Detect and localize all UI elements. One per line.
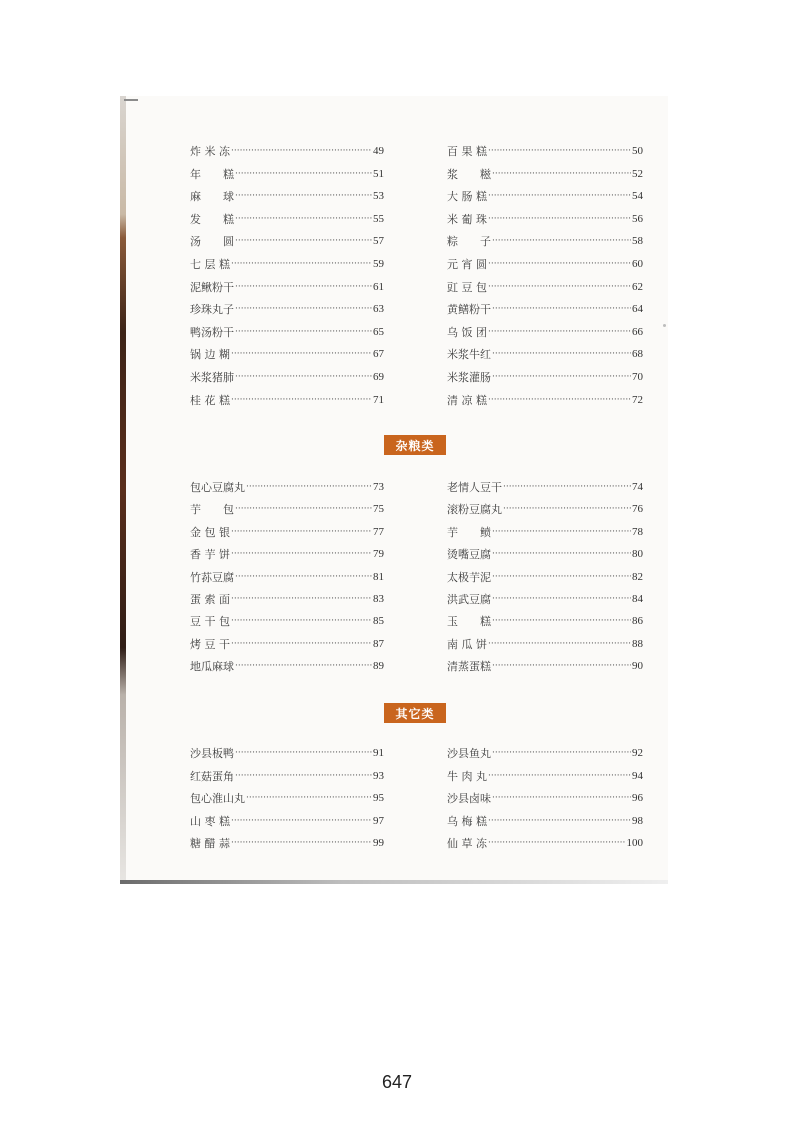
toc-entry-title: 豇 豆 包: [447, 280, 487, 294]
toc-entry-page: 93: [373, 769, 384, 782]
toc-entry-page: 79: [373, 548, 384, 561]
scan-speck: [663, 324, 666, 327]
toc-entry-page: 56: [632, 212, 643, 225]
leader-dots: [492, 748, 631, 758]
toc-entry: [190, 633, 384, 655]
toc-entry-title: 沙县卤味: [447, 792, 491, 806]
toc-entry: [190, 765, 384, 787]
toc-entry: [190, 163, 384, 185]
leader-dots: [492, 236, 631, 246]
toc-entry-page: 63: [373, 303, 384, 316]
toc-entry-title: 黄鳝粉干: [447, 303, 491, 317]
toc-entry: [190, 208, 384, 230]
toc-entry: [190, 787, 384, 809]
toc-entry-page: 77: [373, 525, 384, 538]
leader-dots: [488, 146, 631, 156]
toc-entry-title: 麻 球: [190, 190, 234, 204]
toc-entry-page: 69: [373, 371, 384, 383]
toc-entry-page: 94: [632, 769, 643, 782]
toc-entry-page: 68: [632, 348, 643, 361]
toc-entry: [190, 185, 384, 207]
toc-entry-title: 蛋 索 面: [190, 593, 230, 606]
toc-entry: [190, 276, 384, 298]
toc-entry: [190, 498, 384, 520]
toc-entry-page: 80: [632, 548, 643, 561]
toc-entry-page: 87: [373, 637, 384, 650]
toc-entry-page: 50: [632, 145, 643, 157]
toc-entry-page: 74: [632, 481, 643, 493]
toc-entry-page: 83: [373, 593, 384, 605]
toc-entry-title: 山 枣 糕: [190, 814, 230, 828]
toc-entry: [190, 588, 384, 610]
toc-entry-page: 73: [373, 481, 384, 493]
toc-entry: [190, 366, 384, 388]
leader-dots: [235, 327, 372, 337]
toc-entry-title: 仙 草 冻: [447, 837, 487, 851]
toc-entry-title: 豆 干 包: [190, 615, 230, 629]
toc-entry-title: 玉 糕: [447, 615, 491, 629]
toc-entry: [447, 389, 643, 411]
toc-entry: [447, 787, 643, 809]
toc-entry-page: 81: [373, 570, 384, 583]
leader-dots: [246, 793, 372, 803]
toc-entry-title: 米浆牛红: [447, 348, 491, 362]
toc-entry-title: 芋 包: [190, 503, 234, 517]
toc-entry: [447, 163, 643, 185]
toc-entry-page: 75: [373, 503, 384, 516]
toc-entry: [190, 655, 384, 677]
toc-entry-title: 滚粉豆腐丸: [447, 503, 502, 517]
toc-entry: [447, 298, 643, 320]
toc-entry: [447, 765, 643, 787]
leader-dots: [488, 816, 631, 826]
leader-dots: [231, 146, 372, 156]
toc-entry-title: 包心淮山丸: [190, 792, 245, 806]
toc-entry: [447, 655, 643, 677]
toc-entry-title: 牛 肉 丸: [447, 769, 487, 783]
toc-entry-page: 60: [632, 258, 643, 270]
toc-entry-page: 54: [632, 190, 643, 203]
leader-dots: [488, 838, 626, 848]
leader-dots: [488, 771, 631, 781]
leader-dots: [492, 169, 631, 179]
toc-entry-page: 84: [632, 593, 643, 605]
toc-entry-page: 95: [373, 792, 384, 805]
leader-dots: [492, 304, 631, 314]
toc-entry-page: 99: [373, 837, 384, 850]
toc-entry-page: 90: [632, 660, 643, 673]
scan-mark: [124, 99, 138, 101]
toc-entry: [190, 298, 384, 320]
toc-entry-page: 53: [373, 190, 384, 203]
toc-entry-page: 82: [632, 570, 643, 583]
toc-entry: [447, 276, 643, 298]
leader-dots: [235, 771, 372, 781]
leader-dots: [235, 214, 372, 224]
toc-entry-page: 100: [626, 837, 643, 850]
leader-dots: [231, 395, 372, 405]
toc-entry-page: 49: [373, 145, 384, 157]
toc-entry: [447, 633, 643, 655]
toc-entry: [447, 566, 643, 588]
toc-entry-title: 元 宵 圆: [447, 258, 487, 271]
toc-entry: [190, 742, 384, 764]
leader-dots: [492, 527, 631, 537]
toc-entry-page: 78: [632, 525, 643, 538]
toc-entry: [447, 208, 643, 230]
toc-entry-page: 89: [373, 660, 384, 673]
toc-entry-page: 52: [632, 167, 643, 180]
toc-entry-page: 59: [373, 258, 384, 270]
toc-entry: [190, 566, 384, 588]
toc-entry-title: 发 糕: [190, 212, 234, 226]
toc-entry-title: 金 包 银: [190, 525, 230, 539]
toc-entry-title: 鸭汤粉干: [190, 325, 234, 339]
toc-entry-page: 76: [632, 503, 643, 516]
leader-dots: [492, 661, 631, 671]
toc-entry-page: 85: [373, 615, 384, 628]
toc-entry: [190, 343, 384, 365]
toc-entry: [447, 253, 643, 275]
toc-entry-page: 98: [632, 814, 643, 827]
toc-entry: [190, 521, 384, 543]
leader-dots: [488, 259, 631, 269]
toc-entry-title: 老情人豆干: [447, 481, 502, 494]
toc-entry-page: 96: [632, 792, 643, 805]
leader-dots: [231, 616, 372, 626]
toc-entry-page: 71: [373, 393, 384, 406]
toc-entry: [190, 140, 384, 162]
toc-entry-title: 烤 豆 干: [190, 637, 230, 651]
toc-entry-title: 乌 梅 糕: [447, 814, 487, 828]
toc-entry-page: 66: [632, 325, 643, 338]
toc-entry-title: 年 糕: [190, 167, 234, 181]
toc-entry: [447, 343, 643, 365]
toc-entry-title: 沙县板鸭: [190, 747, 234, 760]
leader-dots: [231, 594, 372, 604]
toc-entry-title: 烫嘴豆腐: [447, 548, 491, 562]
leader-dots: [231, 527, 372, 537]
leader-dots: [488, 639, 631, 649]
leader-dots: [492, 549, 631, 559]
toc-entry: [447, 185, 643, 207]
leader-dots: [231, 639, 372, 649]
toc-entry-title: 米浆猪肺: [190, 371, 234, 384]
toc-entry-title: 红菇蛋角: [190, 769, 234, 783]
leader-dots: [231, 838, 372, 848]
toc-entry-page: 97: [373, 814, 384, 827]
toc-entry-title: 竹荪豆腐: [190, 570, 234, 584]
leader-dots: [488, 214, 631, 224]
toc-entry: [190, 389, 384, 411]
toc-entry-title: 粽 子: [447, 235, 491, 249]
page-bottom-edge: [120, 880, 668, 884]
toc-entry-page: 88: [632, 637, 643, 650]
toc-entry-page: 65: [373, 325, 384, 338]
leader-dots: [488, 395, 631, 405]
toc-entry-title: 地瓜麻球: [190, 660, 234, 674]
leader-dots: [492, 793, 631, 803]
toc-entry-title: 洪武豆腐: [447, 593, 491, 606]
toc-entry: [190, 321, 384, 343]
leader-dots: [235, 372, 372, 382]
toc-entry-page: 67: [373, 348, 384, 361]
toc-entry: [190, 253, 384, 275]
toc-entry-page: 55: [373, 212, 384, 225]
toc-entry-title: 珍珠丸子: [190, 303, 234, 317]
page-number: 647: [381, 1072, 413, 1092]
toc-entry: [447, 476, 643, 498]
toc-entry-page: 91: [373, 747, 384, 759]
leader-dots: [492, 616, 631, 626]
toc-entry-title: 浆 糍: [447, 167, 491, 181]
toc-entry: [447, 832, 643, 854]
toc-entry-title: 清 凉 糕: [447, 393, 487, 407]
leader-dots: [488, 327, 631, 337]
toc-entry: [447, 230, 643, 252]
leader-dots: [231, 349, 372, 359]
toc-entry: [447, 366, 643, 388]
section-heading-grains: 杂粮类: [384, 435, 446, 455]
leader-dots: [492, 594, 631, 604]
leader-dots: [503, 482, 631, 492]
toc-entry: [190, 832, 384, 854]
section-heading-other: 其它类: [384, 703, 446, 723]
toc-entry-page: 58: [632, 235, 643, 248]
toc-entry-page: 64: [632, 303, 643, 316]
book-spine-edge: [120, 96, 126, 884]
toc-entry: [190, 230, 384, 252]
toc-entry-title: 桂 花 糕: [190, 393, 230, 407]
leader-dots: [492, 572, 631, 582]
leader-dots: [235, 748, 372, 758]
leader-dots: [235, 191, 372, 201]
toc-entry-page: 57: [373, 235, 384, 248]
toc-entry-title: 米浆灌肠: [447, 371, 491, 384]
toc-entry: [447, 140, 643, 162]
toc-entry-page: 86: [632, 615, 643, 628]
toc-entry-title: 包心豆腐丸: [190, 481, 245, 494]
toc-entry: [447, 588, 643, 610]
toc-entry: [447, 498, 643, 520]
toc-entry: [447, 810, 643, 832]
leader-dots: [231, 259, 372, 269]
toc-entry-page: 51: [373, 167, 384, 180]
toc-entry: [190, 476, 384, 498]
toc-entry: [190, 810, 384, 832]
toc-entry-title: 七 层 糕: [190, 258, 230, 271]
leader-dots: [492, 349, 631, 359]
toc-entry: [447, 610, 643, 632]
toc-entry-title: 乌 饭 团: [447, 325, 487, 339]
toc-entry-title: 南 瓜 饼: [447, 637, 487, 651]
toc-entry: [447, 742, 643, 764]
toc-entry-title: 清蒸蛋糕: [447, 660, 491, 674]
leader-dots: [231, 549, 372, 559]
toc-entry-title: 锅 边 糊: [190, 348, 230, 362]
leader-dots: [235, 661, 372, 671]
toc-entry-title: 米 葡 珠: [447, 212, 487, 226]
toc-entry-title: 炸 米 冻: [190, 145, 230, 158]
leader-dots: [246, 482, 372, 492]
toc-entry-title: 泥鳅粉干: [190, 280, 234, 294]
toc-entry: [190, 610, 384, 632]
leader-dots: [235, 236, 372, 246]
leader-dots: [235, 282, 372, 292]
leader-dots: [231, 816, 372, 826]
toc-entry: [447, 321, 643, 343]
leader-dots: [503, 504, 631, 514]
toc-entry-title: 百 果 糕: [447, 145, 487, 158]
toc-entry-title: 香 芋 饼: [190, 548, 230, 562]
toc-entry-title: 芋 鲼: [447, 525, 491, 539]
leader-dots: [235, 304, 372, 314]
toc-entry: [190, 543, 384, 565]
toc-entry-page: 72: [632, 393, 643, 406]
leader-dots: [488, 282, 631, 292]
toc-entry-title: 沙县鱼丸: [447, 747, 491, 760]
toc-entry-title: 大 肠 糕: [447, 190, 487, 204]
leader-dots: [235, 572, 372, 582]
toc-entry-title: 糖 醋 蒜: [190, 837, 230, 851]
leader-dots: [488, 191, 631, 201]
toc-entry-page: 92: [632, 747, 643, 759]
leader-dots: [235, 169, 372, 179]
toc-entry-page: 62: [632, 280, 643, 293]
toc-entry-page: 70: [632, 371, 643, 383]
toc-entry: [447, 543, 643, 565]
toc-entry-title: 汤 圆: [190, 235, 234, 249]
toc-entry-page: 61: [373, 280, 384, 293]
toc-entry-title: 太极芋泥: [447, 570, 491, 584]
toc-entry: [447, 521, 643, 543]
leader-dots: [492, 372, 631, 382]
leader-dots: [235, 504, 372, 514]
